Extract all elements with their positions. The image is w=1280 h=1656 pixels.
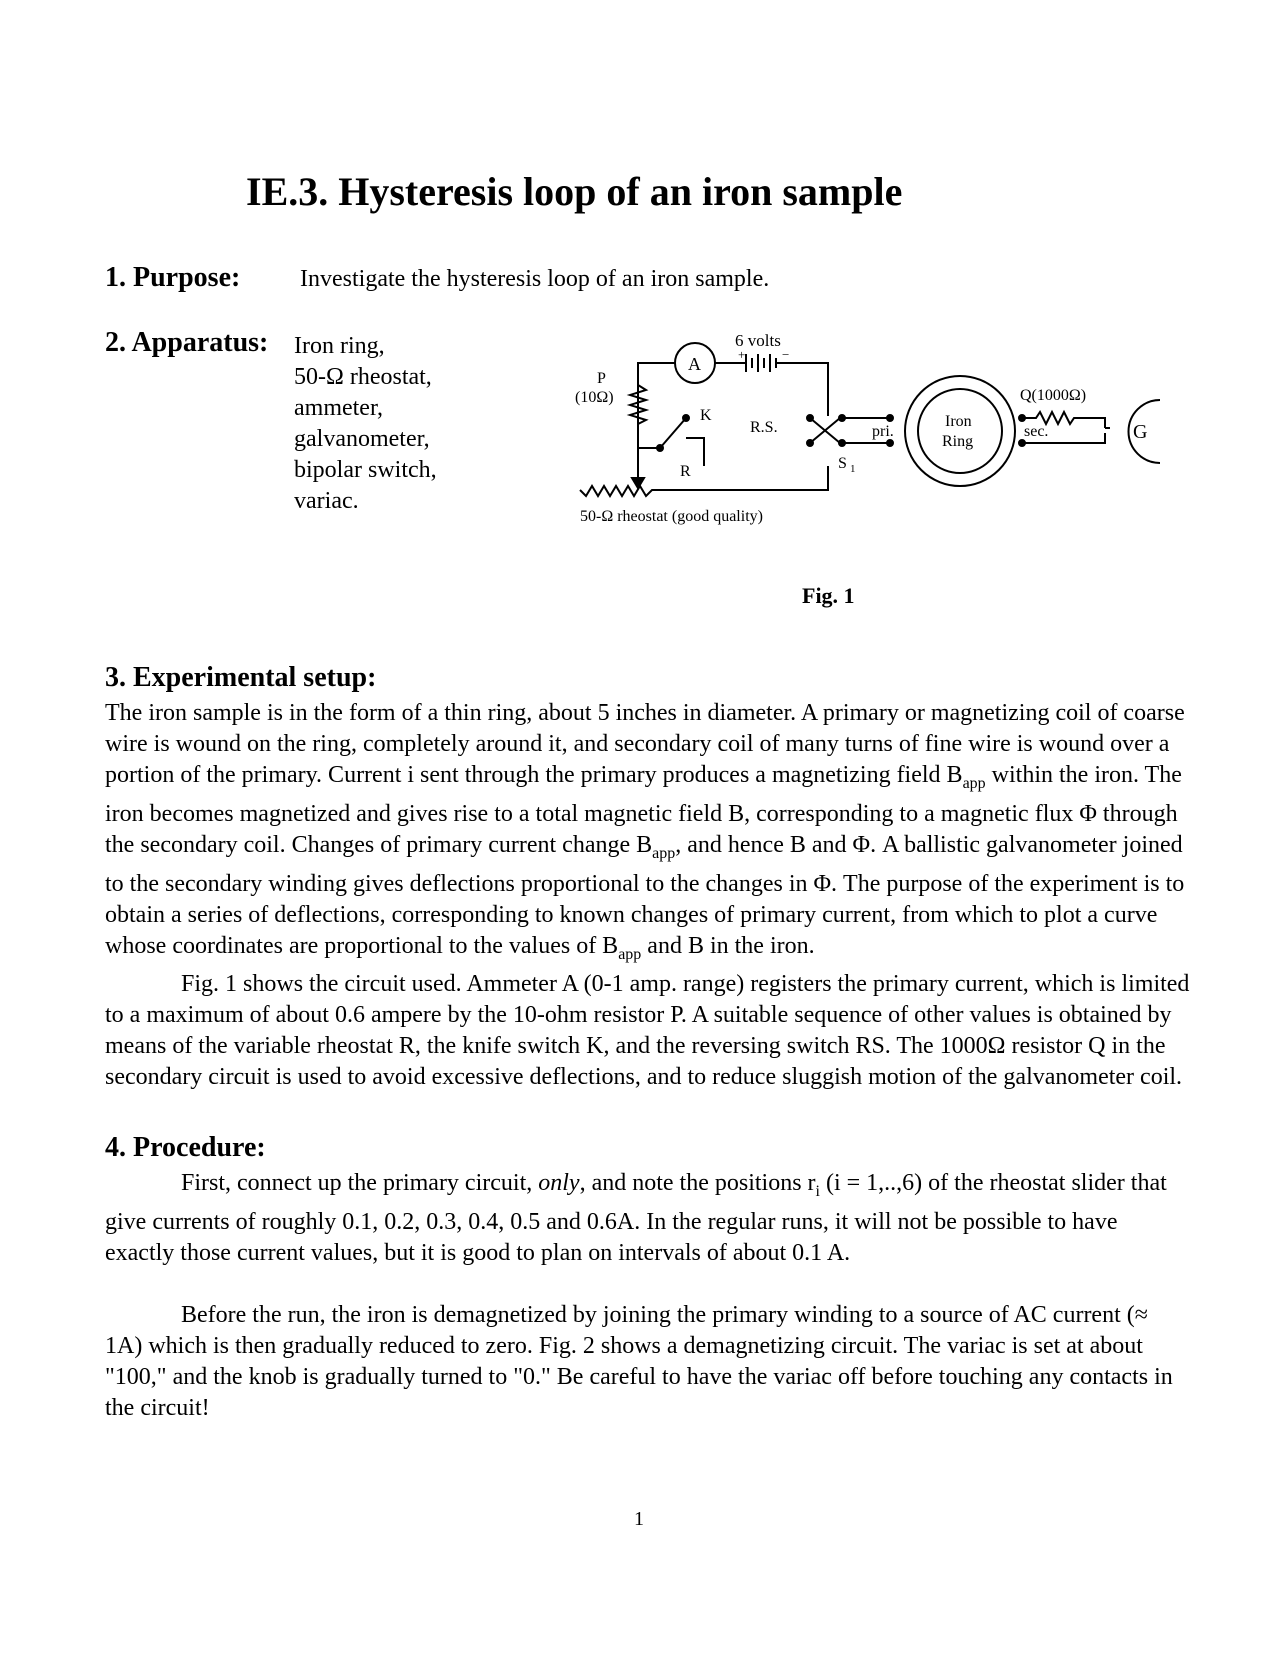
page-title: IE.3. Hysteresis loop of an iron sample: [246, 169, 903, 214]
wire: [638, 363, 675, 446]
primary-terminal: [887, 415, 893, 421]
rheostat-zigzag: [580, 486, 680, 496]
primary-terminal: [887, 440, 893, 446]
iron-ring-inner: [918, 389, 1002, 473]
setup-heading: 3. Experimental setup:: [105, 662, 377, 693]
apparatus-list: [294, 331, 437, 517]
rheostat-arrow: [632, 478, 644, 488]
secondary-label: sec.: [1024, 423, 1049, 440]
galvanometer-label: G: [1133, 421, 1148, 443]
resistor-p-value: (10Ω): [575, 389, 614, 406]
reversing-switch-contact: [807, 415, 813, 421]
setup-text: [105, 698, 1190, 1093]
iron-ring-outer: [905, 376, 1015, 486]
resistor-q-label: Q(1000Ω): [1020, 387, 1087, 404]
reversing-switch-label: R.S.: [750, 419, 778, 436]
reversing-switch-blade: [810, 418, 840, 443]
apparatus-item: Iron ring,: [294, 333, 385, 359]
page-number: 1: [634, 1508, 644, 1530]
circuit-diagram: [560, 328, 1180, 558]
setup-paragraph-1: The iron sample is in the form of a thin ring, about 5 inches in diameter. A primary or magnetizing coil of coarse wire is wound on the ring, completely around it, and secondary coil of many turns of fine wire is wound over a portion of the primary. Current i sent through the primary produces a magnetizing field $B_{app}$ within the iron. The iron becomes magnetized and gives rise to a total magnetic field B, corresponding to a magnetic flux Φ through the secondary coil. Changes of primary current change $B_{app}$, and hence B and Φ. A ballistic galvanometer joined to the secondary winding gives deflections proportional to the changes in Φ. The purpose of the experiment is to obtain a series of deflections, corresponding to known changes of primary current, from which to plot a curve whose coordinates are proportional to the values of $B_{app}$ and B in the iron.: [105, 700, 1185, 963]
battery-minus: −: [782, 347, 790, 362]
battery-icon: [740, 354, 788, 372]
wire: [686, 438, 704, 466]
apparatus-item: variac.: [294, 488, 359, 514]
battery-label: 6 volts: [735, 331, 781, 350]
iron-ring-label-2: Ring: [942, 433, 974, 450]
knife-switch-label: K: [700, 407, 712, 424]
resistor-p-label: P: [597, 370, 606, 387]
purpose-text: Investigate the hysteresis loop of an iron sample.: [300, 266, 770, 292]
apparatus-heading: 2. Apparatus:: [105, 327, 269, 358]
reversing-switch-contact: [807, 440, 813, 446]
procedure-paragraph-2: Before the run, the iron is demagnetized by joining the primary winding to a source of AC current (≈ 1A) which is then gradually reduced to zero. Fig. 2 shows a demagnetizing circuit. The variac is set at about "100," and the knob is gradually turned to "0." Be careful to have the variac off before touching any contacts in the circuit!: [105, 1301, 1173, 1421]
procedure-text: [105, 1168, 1190, 1424]
setup-paragraph-2: Fig. 1 shows the circuit used. Ammeter A (0-1 amp. range) registers the primary current, which is limited to a maximum of about 0.6 ampere by the 10-ohm resistor P. A suitable sequence of other values is obtained by means of the variable rheostat R, the knife switch K, and the reversing switch RS. The 1000Ω resistor Q in the secondary circuit is used to avoid excessive deflections, and to reduce sluggish motion of the galvanometer coil.: [105, 971, 1190, 1091]
battery-plus: +: [738, 347, 746, 362]
procedure-heading: 4. Procedure:: [105, 1132, 266, 1163]
primary-label: pri.: [872, 423, 894, 440]
apparatus-item: ammeter,: [294, 395, 383, 421]
apparatus-item: bipolar switch,: [294, 457, 437, 483]
rheostat-r-label: R: [680, 463, 691, 480]
apparatus-item: 50-Ω rheostat,: [294, 364, 432, 390]
iron-ring-label-1: Iron: [945, 413, 972, 430]
rheostat-caption: 50-Ω rheostat (good quality): [580, 508, 763, 525]
procedure-paragraph-1: First, connect up the primary circuit, only, and note the positions $r_i$ (i = 1,..,6) of the rheostat slider that give currents of roughly 0.1, 0.2, 0.3, 0.4, 0.5 and 0.6A. In the regular runs, it will not be possible to have exactly those current values, but it is good to plan on intervals of about 0.1 A.: [105, 1170, 1167, 1266]
ammeter-label: A: [688, 354, 701, 374]
knife-switch-blade: [660, 418, 686, 448]
figure-caption: Fig. 1: [802, 583, 855, 608]
switch-s1-label: S: [838, 455, 847, 472]
purpose-heading: 1. Purpose:: [105, 262, 241, 293]
switch-s1-sub: 1: [850, 463, 856, 475]
wire: [680, 466, 828, 490]
wire: [638, 424, 660, 448]
wire: [788, 363, 828, 416]
knife-switch-contact: [683, 415, 689, 421]
apparatus-item: galvanometer,: [294, 426, 430, 452]
